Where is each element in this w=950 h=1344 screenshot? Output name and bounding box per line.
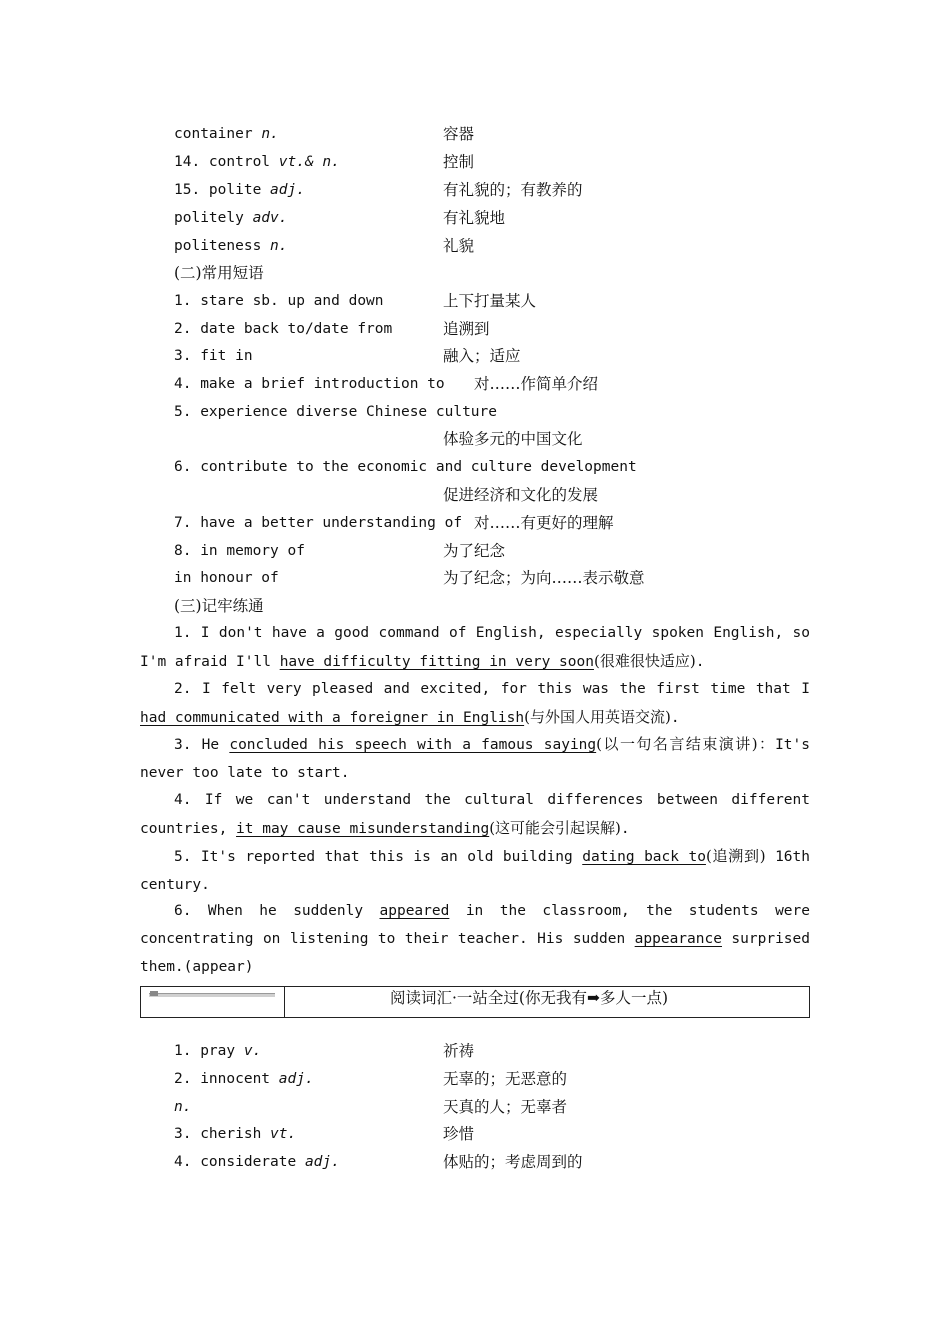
vocab-word: politeness xyxy=(174,238,271,254)
answer-underlined: concluded his speech with a famous saying xyxy=(229,737,597,753)
exercise-text: in the classroom, the students were concentrating on listening to their teacher. His sudden xyxy=(140,903,810,947)
phrase-row xyxy=(174,342,814,370)
part-of-speech: vt. xyxy=(270,1126,297,1142)
vocab-meaning: 有礼貌地 xyxy=(443,209,506,227)
vocab-meaning: 珍惜 xyxy=(443,1125,475,1143)
phrase-en: 2. date back to/date from xyxy=(174,321,393,337)
phrase-row xyxy=(174,509,814,537)
section-banner xyxy=(140,986,810,1018)
banner-label-cell xyxy=(141,987,285,1017)
answer-underlined: it may cause misunderstanding xyxy=(236,820,490,837)
vocab-word: 15. polite xyxy=(174,182,271,198)
part-of-speech: n. xyxy=(270,238,288,254)
part-of-speech: n. xyxy=(261,126,279,142)
phrase-row xyxy=(174,453,814,481)
exercise-1 xyxy=(140,620,810,677)
phrase-en: 7. have a better understanding of xyxy=(174,515,463,531)
exercise-text: 16th century. xyxy=(140,849,810,893)
exercise-text: 3. He xyxy=(174,737,230,753)
phrase-row xyxy=(174,564,814,592)
part-of-speech: n. xyxy=(174,1099,192,1115)
exercise-5 xyxy=(140,843,810,900)
part-of-speech: v. xyxy=(243,1043,262,1059)
exercise-6 xyxy=(140,898,810,981)
vocab-row xyxy=(174,176,814,204)
phrase-row xyxy=(174,398,814,426)
part-of-speech: adj. xyxy=(278,1071,314,1087)
phrase-zh: 对……有更好的理解 xyxy=(474,514,614,532)
phrase-zh: 追溯到 xyxy=(443,320,490,338)
vocab-word: 3. cherish xyxy=(174,1126,271,1142)
part-of-speech: adj. xyxy=(304,1154,340,1170)
chinese-hint: (很难很快适应) xyxy=(593,651,696,670)
vocab-word: 1. pray xyxy=(174,1043,244,1059)
chinese-hint: (追溯到) xyxy=(705,847,766,865)
phrase-zh: 体验多元的中国文化 xyxy=(443,430,583,448)
phrase-zh: 上下打量某人 xyxy=(443,292,537,310)
vocab-word: politely xyxy=(174,210,253,226)
banner-title: 阅读词汇·一站全过(你无我有➡多人一点) xyxy=(390,989,669,1007)
phrase-en: 4. make a brief introduction to xyxy=(174,376,445,392)
phrase-row-continued xyxy=(174,481,814,509)
section-heading: (三)记牢练通 xyxy=(174,597,264,615)
phrase-en: 3. fit in xyxy=(174,348,253,364)
exercise-3 xyxy=(140,731,810,788)
exercise-text: ：It's never too late to start. xyxy=(140,737,810,781)
vocab-word: 14. control xyxy=(174,154,279,170)
exercise-text: . xyxy=(670,709,680,726)
part-of-speech: adj. xyxy=(270,182,305,198)
exercise-text: . xyxy=(695,653,705,670)
answer-underlined: appeared xyxy=(379,903,450,919)
phrase-row-continued xyxy=(174,425,814,453)
answer-underlined: have difficulty fitting in very soon xyxy=(279,653,594,670)
vocab-row xyxy=(174,1120,814,1148)
phrase-en: 5. experience diverse Chinese culture xyxy=(174,404,498,420)
exercise-text: 4. If we can't understand the cultural differences between different countries, xyxy=(140,792,810,837)
exercise-text: 1. I don't have a good command of English, especially spoken English, so I'm afraid I'll xyxy=(140,625,810,670)
chinese-hint: (与外国人用英语交流) xyxy=(524,707,671,726)
answer-underlined: had communicated with a foreigner in English xyxy=(140,709,525,726)
answer-underlined: appearance xyxy=(634,930,722,947)
answer-underlined: dating back to xyxy=(582,849,706,865)
phrase-row xyxy=(174,287,814,315)
part-of-speech: adv. xyxy=(252,210,288,226)
phrase-zh: 促进经济和文化的发展 xyxy=(443,486,599,504)
vocab-meaning: 容器 xyxy=(443,125,475,143)
vocab-meaning: 祈祷 xyxy=(443,1042,475,1060)
exercise-text: 2. I felt very pleased and excited, for this was the first time that I xyxy=(174,681,810,697)
vocab-word: container xyxy=(174,126,262,142)
vocab-meaning: 体贴的；考虑周到的 xyxy=(443,1153,583,1171)
vocab-meaning: 礼貌 xyxy=(443,237,475,255)
vocab-word: 2. innocent xyxy=(174,1071,279,1087)
banner-marker-icon xyxy=(150,991,158,996)
vocab-word: 4. considerate xyxy=(174,1154,305,1170)
exercise-4 xyxy=(140,787,810,844)
exercise-text: surprised them.(appear) xyxy=(140,930,810,975)
chinese-hint: (以一句名言结束演讲) xyxy=(596,735,758,753)
vocab-row xyxy=(174,232,814,260)
arrow-right-icon: ➡ xyxy=(586,989,600,1007)
phrase-en: 6. contribute to the economic and culture development xyxy=(174,459,637,475)
section-heading: (二)常用短语 xyxy=(174,264,264,282)
chinese-hint: (这可能会引起误解) xyxy=(489,818,621,837)
vocab-row xyxy=(174,120,814,148)
exercise-text: 6. When he suddenly xyxy=(174,903,380,919)
vocab-meaning: 控制 xyxy=(443,153,475,171)
phrase-en: 8. in memory of xyxy=(174,543,305,559)
vocab-row xyxy=(174,1037,814,1065)
banner-bar-graphic xyxy=(149,993,275,997)
part-of-speech: vt.& n. xyxy=(278,154,340,170)
phrase-row xyxy=(174,315,814,343)
vocab-row xyxy=(174,1093,814,1121)
vocab-row xyxy=(174,148,814,176)
phrase-zh: 为了纪念 xyxy=(443,542,506,560)
vocab-row xyxy=(174,1148,814,1176)
phrase-en: 1. stare sb. up and down xyxy=(174,293,384,309)
vocab-meaning: 天真的人；无辜者 xyxy=(443,1098,568,1116)
exercise-text: . xyxy=(620,820,630,837)
vocab-row xyxy=(174,1065,814,1093)
phrase-zh: 融入；适应 xyxy=(443,347,521,365)
exercise-text: 5. It's reported that this is an old building xyxy=(174,849,583,865)
vocab-meaning: 无辜的；无恶意的 xyxy=(443,1070,568,1088)
phrase-row xyxy=(174,537,814,565)
vocab-meaning: 有礼貌的；有教养的 xyxy=(443,181,583,199)
phrase-en: in honour of xyxy=(174,570,279,586)
exercise-2 xyxy=(140,676,810,733)
phrase-zh: 对……作简单介绍 xyxy=(474,375,599,393)
phrase-zh: 为了纪念；为向……表示敬意 xyxy=(443,569,645,587)
vocab-row xyxy=(174,204,814,232)
phrase-row xyxy=(174,370,814,398)
